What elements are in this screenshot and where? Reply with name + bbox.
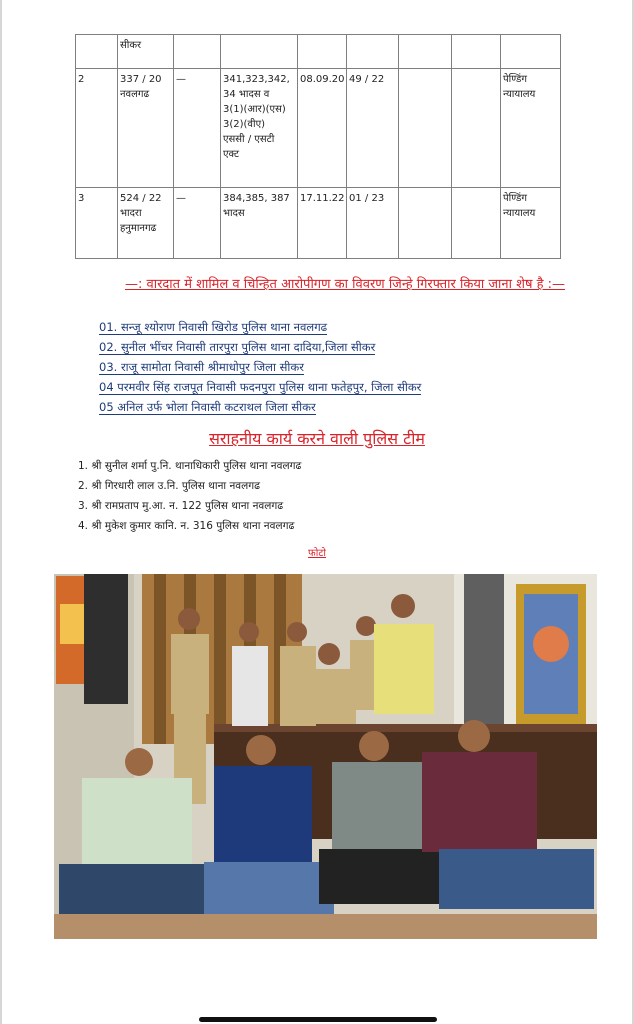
table-cell: पेण्डिंग न्यायालय bbox=[501, 69, 561, 188]
list-item: 4. श्री मुकेश कुमार कानि. न. 316 पुलिस थाना नवलगढ bbox=[78, 520, 295, 532]
page-edge-left bbox=[0, 0, 2, 1024]
table-cell bbox=[174, 35, 221, 69]
table-cell: 01 / 23 bbox=[347, 188, 399, 259]
police-team-heading: सराहनीय कार्य करने वाली पुलिस टीम bbox=[209, 429, 425, 448]
list-item bbox=[99, 338, 569, 358]
accused-name: 02. सुनील भींचर निवासी तारपुरा पुलिस थाना दादिया,जिला सीकर bbox=[99, 340, 376, 354]
table-cell bbox=[221, 35, 298, 69]
table-cell: 2 bbox=[76, 69, 118, 188]
accused-name: 03. राजू सामोता निवासी श्रीमाधोपुर जिला सीकर bbox=[99, 360, 304, 374]
table-cell: 3 bbox=[76, 188, 118, 259]
table-row bbox=[76, 35, 561, 69]
accused-heading: —: वारदात में शामिल व चिन्हित आरोपीगण का विवरण जिन्हे गिरफ्तार किया जाना शेष है :— bbox=[124, 277, 566, 292]
accused-name: 01. सन्जू श्योराण निवासी खिरोड पुलिस थाना नवलगढ bbox=[99, 320, 328, 334]
table-cell: 17.11.22 bbox=[298, 188, 347, 259]
case-table bbox=[75, 34, 561, 259]
home-indicator[interactable] bbox=[199, 1017, 437, 1022]
arrest-photo bbox=[54, 574, 597, 939]
table-cell: सीकर bbox=[118, 35, 174, 69]
table-row bbox=[76, 69, 561, 188]
table-cell bbox=[452, 188, 501, 259]
table-cell: — bbox=[174, 188, 221, 259]
list-item bbox=[99, 358, 569, 378]
photo-heading: फोटो bbox=[308, 548, 326, 559]
table-cell bbox=[501, 35, 561, 69]
accused-name: 05 अनिल उर्फ भोला निवासी कटराथल जिला सीकर bbox=[99, 400, 316, 414]
table-cell: 384,385, 387 भादस bbox=[221, 188, 298, 259]
table-cell bbox=[399, 69, 452, 188]
table-cell bbox=[347, 35, 399, 69]
table-cell: 341,323,342, 34 भादस व 3(1)(आर)(एस) 3(2)(वीए) एससी / एसटी एक्ट bbox=[221, 69, 298, 188]
accused-name: 04 परमवीर सिंह राजपूत निवासी फदनपुरा पुलिस थाना फतेहपुर, जिला सीकर bbox=[99, 380, 422, 394]
police-team-list bbox=[78, 456, 558, 536]
table-cell bbox=[452, 35, 501, 69]
table-cell: 524 / 22 भादरा हनुमानगढ bbox=[118, 188, 174, 259]
list-item bbox=[99, 398, 569, 418]
list-item: 2. श्री गिरधारी लाल उ.नि. पुलिस थाना नवलगढ bbox=[78, 480, 261, 492]
table-cell bbox=[76, 35, 118, 69]
list-item bbox=[99, 318, 569, 338]
table-row bbox=[76, 188, 561, 259]
table-cell bbox=[399, 188, 452, 259]
table-cell: पेण्डिंग न्यायालय bbox=[501, 188, 561, 259]
list-item: 3. श्री रामप्रताप मु.आ. न. 122 पुलिस थाना नवलगढ bbox=[78, 500, 284, 512]
photo-illustration bbox=[54, 574, 597, 939]
accused-list bbox=[99, 318, 569, 418]
list-item bbox=[99, 378, 569, 398]
table-cell bbox=[399, 35, 452, 69]
table-cell bbox=[298, 35, 347, 69]
table-cell: 49 / 22 bbox=[347, 69, 399, 188]
table-cell: 337 / 20 नवलगढ bbox=[118, 69, 174, 188]
list-item: 1. श्री सुनील शर्मा पु.नि. थानाधिकारी पुलिस थाना नवलगढ bbox=[78, 460, 302, 472]
table-cell: — bbox=[174, 69, 221, 188]
table-cell: 08.09.20 bbox=[298, 69, 347, 188]
table-cell bbox=[452, 69, 501, 188]
